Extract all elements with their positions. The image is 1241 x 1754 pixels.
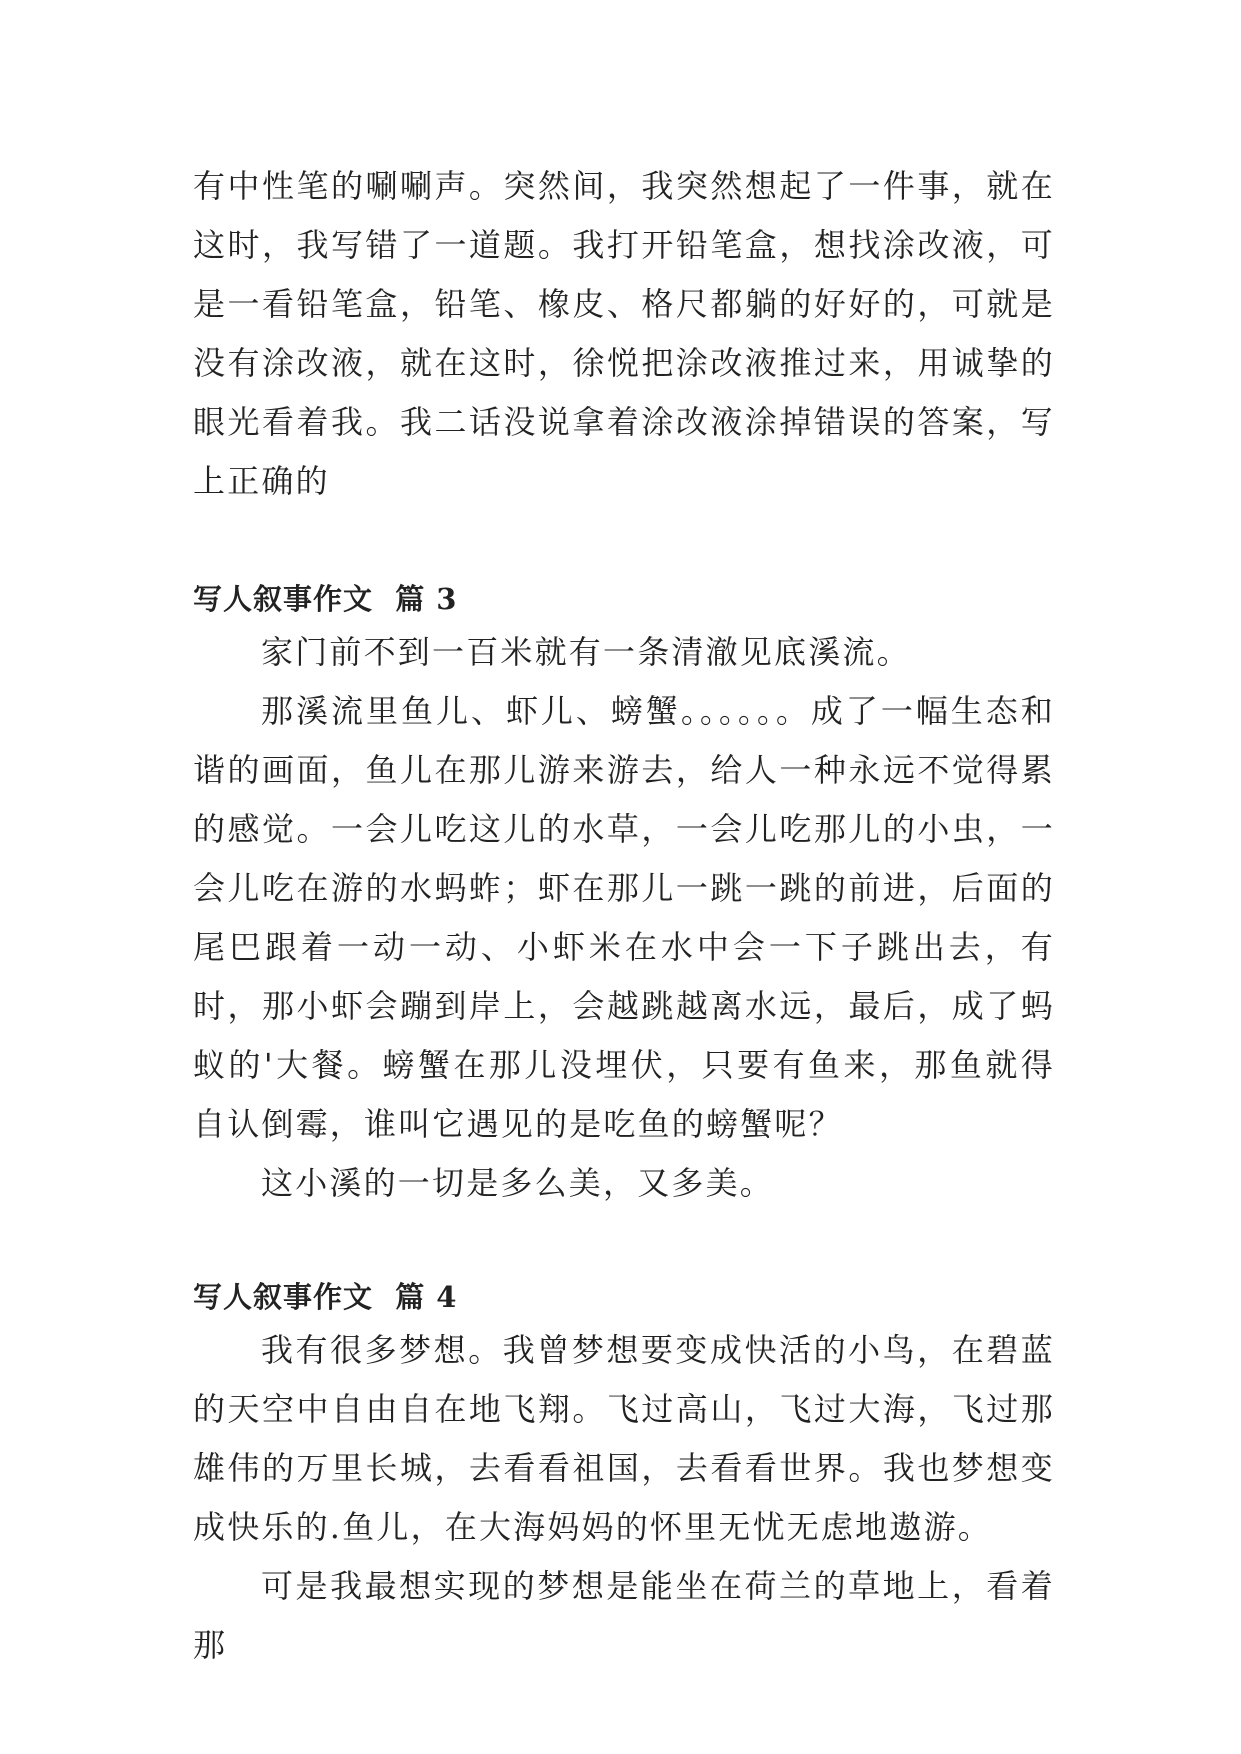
section-3-paragraph-1: 家门前不到一百米就有一条清澈见底溪流。 bbox=[261, 633, 911, 671]
section-3-paragraph-2: 那溪流里鱼儿、虾儿、螃蟹。。。。。。成了一幅生态和谐的画面，鱼儿在那儿游来游去，给人一种永远不觉得累的感觉。一会儿吃这儿的水草，一会儿吃那儿的小虫，一会儿吃在游的水蚂蚱；虾在那儿一跳一跳的前进，后面的尾巴跟着一动一动、小虾米在水中会一下子跳出去，有时，那小虾会蹦到岸上，会越跳越离水远，最后，成了蚂蚁的'大餐。螃蟹在那儿没埋伏，只要有鱼来，那鱼就得自认倒霉，谁叫它遇见的是吃鱼的螃蟹呢？ bbox=[193, 692, 1055, 1143]
section-title-3: 写人叙事作文 篇 3 bbox=[193, 582, 458, 616]
continuation-paragraph: 有中性笔的唰唰声。突然间，我突然想起了一件事，就在这时，我写错了一道题。我打开铅笔盒，想找涂改液，可是一看铅笔盒，铅笔、橡皮、格尺都躺的好好的，可就是没有涂改液，就在这时，徐悦把涂改液推过来，用诚挚的眼光看着我。我二话没说拿着涂改液涂掉错误的答案，写上正确的 bbox=[193, 167, 1055, 500]
document-page bbox=[193, 157, 1055, 1675]
section-4-paragraph-2: 可是我最想实现的梦想是能坐在荷兰的草地上，看着那 bbox=[193, 1567, 1055, 1664]
section-title-4: 写人叙事作文 篇 4 bbox=[193, 1280, 458, 1314]
section-4-paragraph-1: 我有很多梦想。我曾梦想要变成快活的小鸟，在碧蓝的天空中自由自在地飞翔。飞过高山，飞过大海，飞过那雄伟的万里长城，去看看祖国，去看看世界。我也梦想变成快乐的.鱼儿，在大海妈妈的怀里无忧无虑地遨游。 bbox=[193, 1331, 1055, 1546]
section-3-paragraph-3: 这小溪的一切是多么美，又多美。 bbox=[261, 1164, 775, 1202]
